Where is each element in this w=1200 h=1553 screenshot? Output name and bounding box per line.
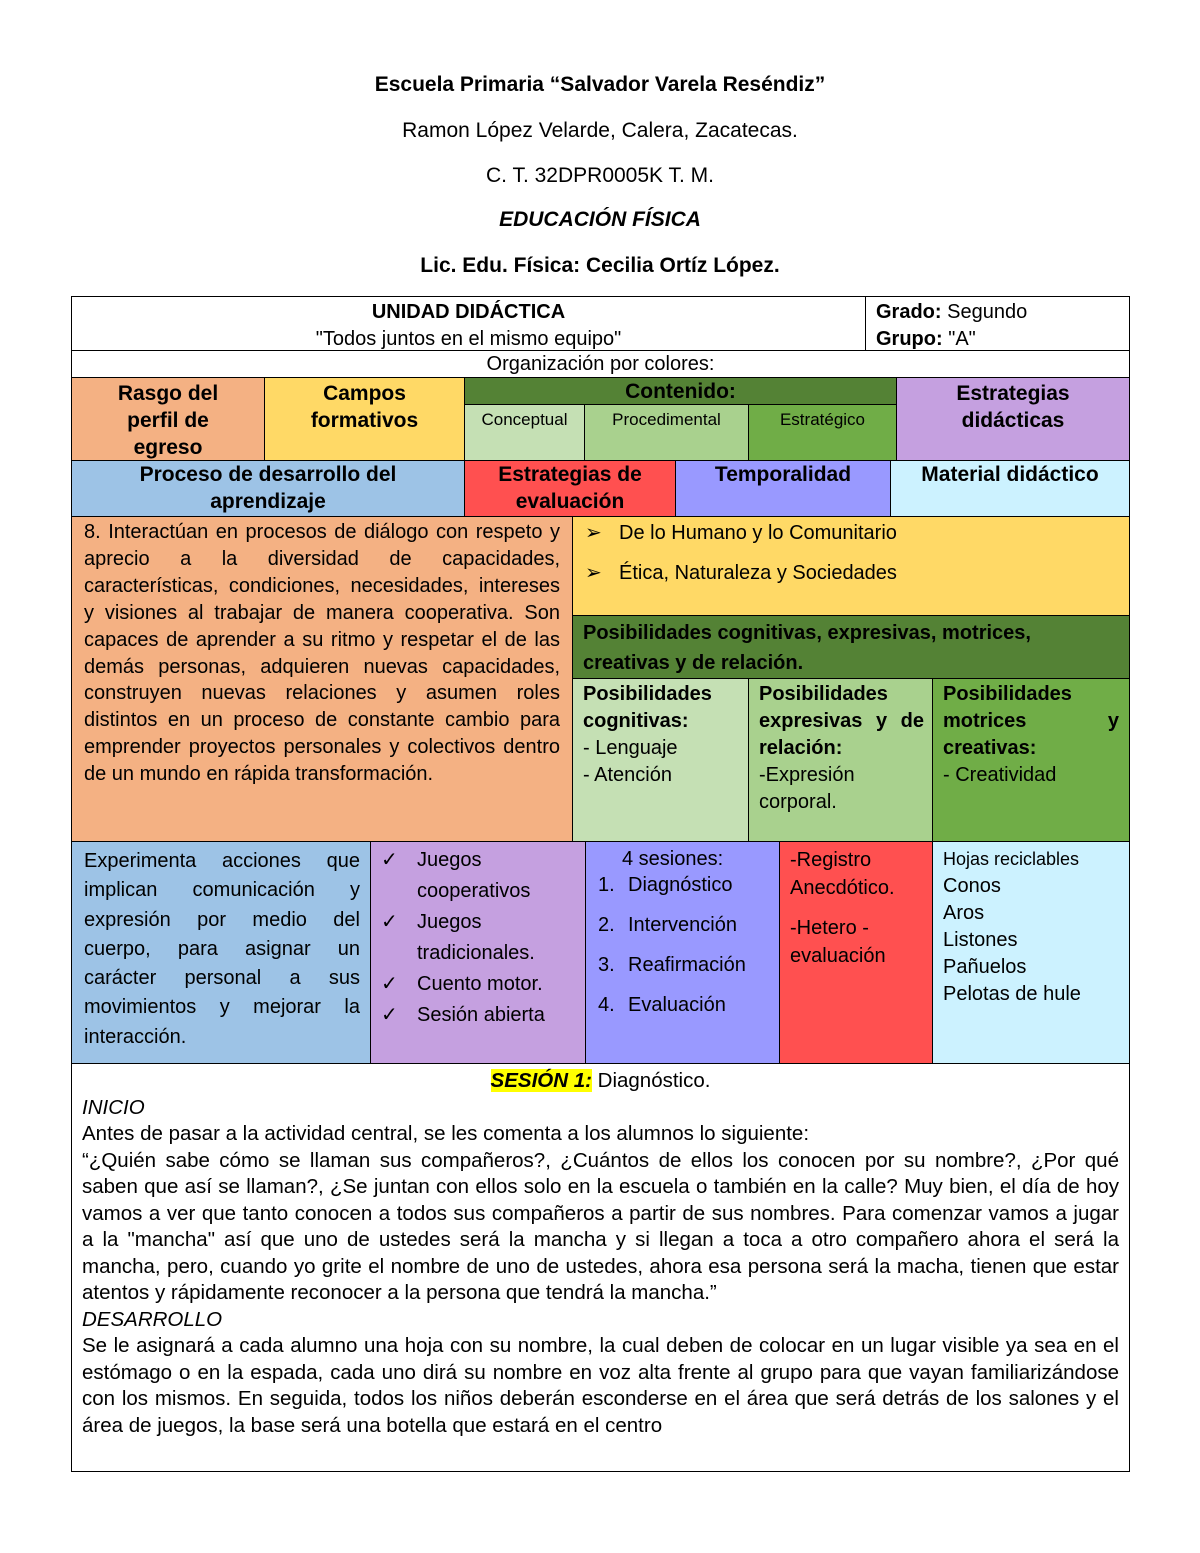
session-paragraph: Se le asignará a cada alumno una hoja con su nombre, la cual deben de colocar en un lugar visible ya sea en el estómago o en la espada, cada uno dirá su nombre en voz alta frente al grupo para que vayan familiarizándose con los mismos. En seguida, todos los niños deberán esconderse en el área que será detrás de los salones y el área de juegos, la base será una botella que estará en el centro: [82, 1334, 1119, 1437]
list-item: -Hetero - evaluación: [790, 917, 886, 967]
campos-formativos-list: [572, 516, 1130, 616]
posibilidades-cognitivas-title: Posibilidades cognitivas:: [583, 683, 712, 732]
list-item: - Creatividad: [943, 764, 1057, 786]
list-item: 3. Reafirmación: [598, 954, 746, 976]
legend-contenido: Contenido:: [464, 377, 897, 405]
list-item: ✓ Juegos cooperativos: [371, 845, 585, 907]
posibilidades-cognitivas: [572, 678, 749, 842]
legend-title: Organización por colores:: [71, 350, 1130, 378]
school-ct: C. T. 32DPR0005K T. M.: [486, 164, 714, 187]
list-item: - Lenguaje: [583, 737, 678, 759]
list-item: Pelotas de hule: [943, 983, 1081, 1005]
list-item: ✓ Cuento motor.: [371, 969, 585, 1000]
unit-name: "Todos juntos en el mismo equipo": [315, 328, 622, 350]
list-item: ➢ De lo Humano y lo Comunitario: [573, 520, 1129, 547]
checkmark-icon: ✓: [381, 1004, 398, 1026]
legend-conceptual: Conceptual: [464, 404, 585, 461]
legend-estrategico: Estratégico: [748, 404, 897, 461]
list-item: ➢ Ética, Naturaleza y Sociedades: [573, 560, 1129, 587]
session-paragraph: Antes de pasar a la actividad central, se les comenta a los alumnos lo siguiente:: [82, 1122, 810, 1145]
desarrollo-heading: DESARROLLO: [82, 1307, 223, 1331]
temporalidad-list: [585, 841, 780, 1064]
posibilidades-motrices: [932, 678, 1130, 842]
posibilidades-expresivas: [748, 678, 933, 842]
legend-material: Material didáctico: [890, 460, 1130, 517]
list-item: 4. Evaluación: [598, 994, 726, 1016]
list-item: Listones: [943, 929, 1018, 951]
legend-estrategias-didacticas: Estrategias didácticas: [896, 377, 1130, 461]
list-item: Hojas reciclables: [943, 849, 1080, 869]
estrategias-didacticas-list: [370, 841, 586, 1064]
estrategias-evaluacion-list: [779, 841, 933, 1064]
school-name: Escuela Primaria “Salvador Varela Reséndiz”: [374, 73, 826, 96]
unit-title-cell: [71, 296, 866, 351]
checkmark-icon: ✓: [381, 911, 398, 933]
list-item: 2. Intervención: [598, 914, 737, 936]
unit-title: UNIDAD DIDÁCTICA: [371, 301, 566, 323]
grupo-value: "A": [942, 328, 976, 350]
list-item: 1. Diagnóstico: [598, 874, 733, 896]
legend-campos: Campos formativos: [264, 377, 465, 461]
subject-title: EDUCACIÓN FÍSICA: [499, 208, 701, 231]
session-paragraph: “¿Quién sabe cómo se llaman sus compañeros?, ¿Cuántos de ellos los conocen por su nombre?, ¿Por qué saben que así se llaman?, ¿Se juntan con ellos solo en la escuela o también en la calle? Muy bien, el día de hoy vamos a ver que tanto conocen a todos sus compañeros a partir de sus nombres. Para comenzar vamos a jugar a la "mancha" así que uno de ustedes será la mancha y si llegan a toca a otro compañero ahora el será la mancha, pero, cuando yo grite el nombre de uno de ustedes, ahora esa persona será la macha, tienen que estar atentos y rápidamente reconocer a la persona que tendrá la mancha.”: [82, 1148, 1119, 1304]
grado-grupo-cell: [865, 296, 1130, 351]
posibilidades-expresivas-title: Posibilidades expresivas y de relación:: [759, 683, 924, 759]
legend-rasgo: Rasgo del perfil de egreso: [71, 377, 265, 461]
session-name: Diagnóstico.: [591, 1069, 711, 1092]
list-item: Conos: [943, 875, 1001, 897]
session-label: SESIÓN 1:: [490, 1069, 592, 1092]
grado-label: Grado:: [876, 301, 942, 323]
list-item: Aros: [943, 902, 985, 924]
material-list: [932, 841, 1130, 1064]
school-location: Ramon López Velarde, Calera, Zacatecas.: [402, 119, 798, 142]
proceso-desarrollo-text: Experimenta acciones que implican comunicación y expresión por medio del cuerpo, para asignar un carácter personal a sus movimientos y mejorar la interacción.: [71, 841, 371, 1064]
arrow-bullet-icon: ➢: [585, 522, 602, 544]
list-item: -Registro Anecdótico.: [790, 849, 895, 899]
teacher-name: Lic. Edu. Física: Cecilia Ortíz López.: [420, 254, 780, 277]
list-item: ✓ Juegos tradicionales.: [371, 907, 585, 969]
list-item: -Expresión corporal.: [759, 764, 855, 813]
arrow-bullet-icon: ➢: [585, 562, 602, 584]
inicio-heading: INICIO: [82, 1095, 145, 1119]
rasgo-perfil-text: 8. Interactúan en procesos de diálogo con respeto y aprecio a la diversidad de capacidades, características, condiciones, necesidades, intereses y visiones al trabajar de manera cooperativa. Son capaces de aprender a su ritmo y respetar el de las demás personas, adquieren nuevas capacidades, construyen nuevas relaciones y asumen roles distintos en un proceso de constante cambio para emprender proyectos personales y colectivos dentro de un mundo en rápida transformación.: [71, 516, 573, 842]
checkmark-icon: ✓: [381, 973, 398, 995]
posibilidades-title: Posibilidades cognitivas, expresivas, motrices, creativas y de relación.: [572, 615, 1130, 679]
legend-procedimental: Procedimental: [584, 404, 749, 461]
grado-value: Segundo: [941, 301, 1028, 323]
legend-estrategias-evaluacion: Estrategias de evaluación: [464, 460, 676, 517]
grupo-label: Grupo:: [876, 328, 943, 350]
list-item: ✓ Sesión abierta: [371, 1000, 585, 1031]
session-1-section: [71, 1063, 1130, 1472]
legend-temporalidad: Temporalidad: [675, 460, 891, 517]
checkmark-icon: ✓: [381, 849, 398, 871]
posibilidades-motrices-title: Posibilidades motrices y creativas:: [943, 683, 1119, 759]
temporalidad-title: 4 sesiones:: [622, 848, 724, 870]
list-item: - Atención: [583, 764, 672, 786]
list-item: Pañuelos: [943, 956, 1027, 978]
legend-proceso: Proceso de desarrollo del aprendizaje: [71, 460, 465, 517]
